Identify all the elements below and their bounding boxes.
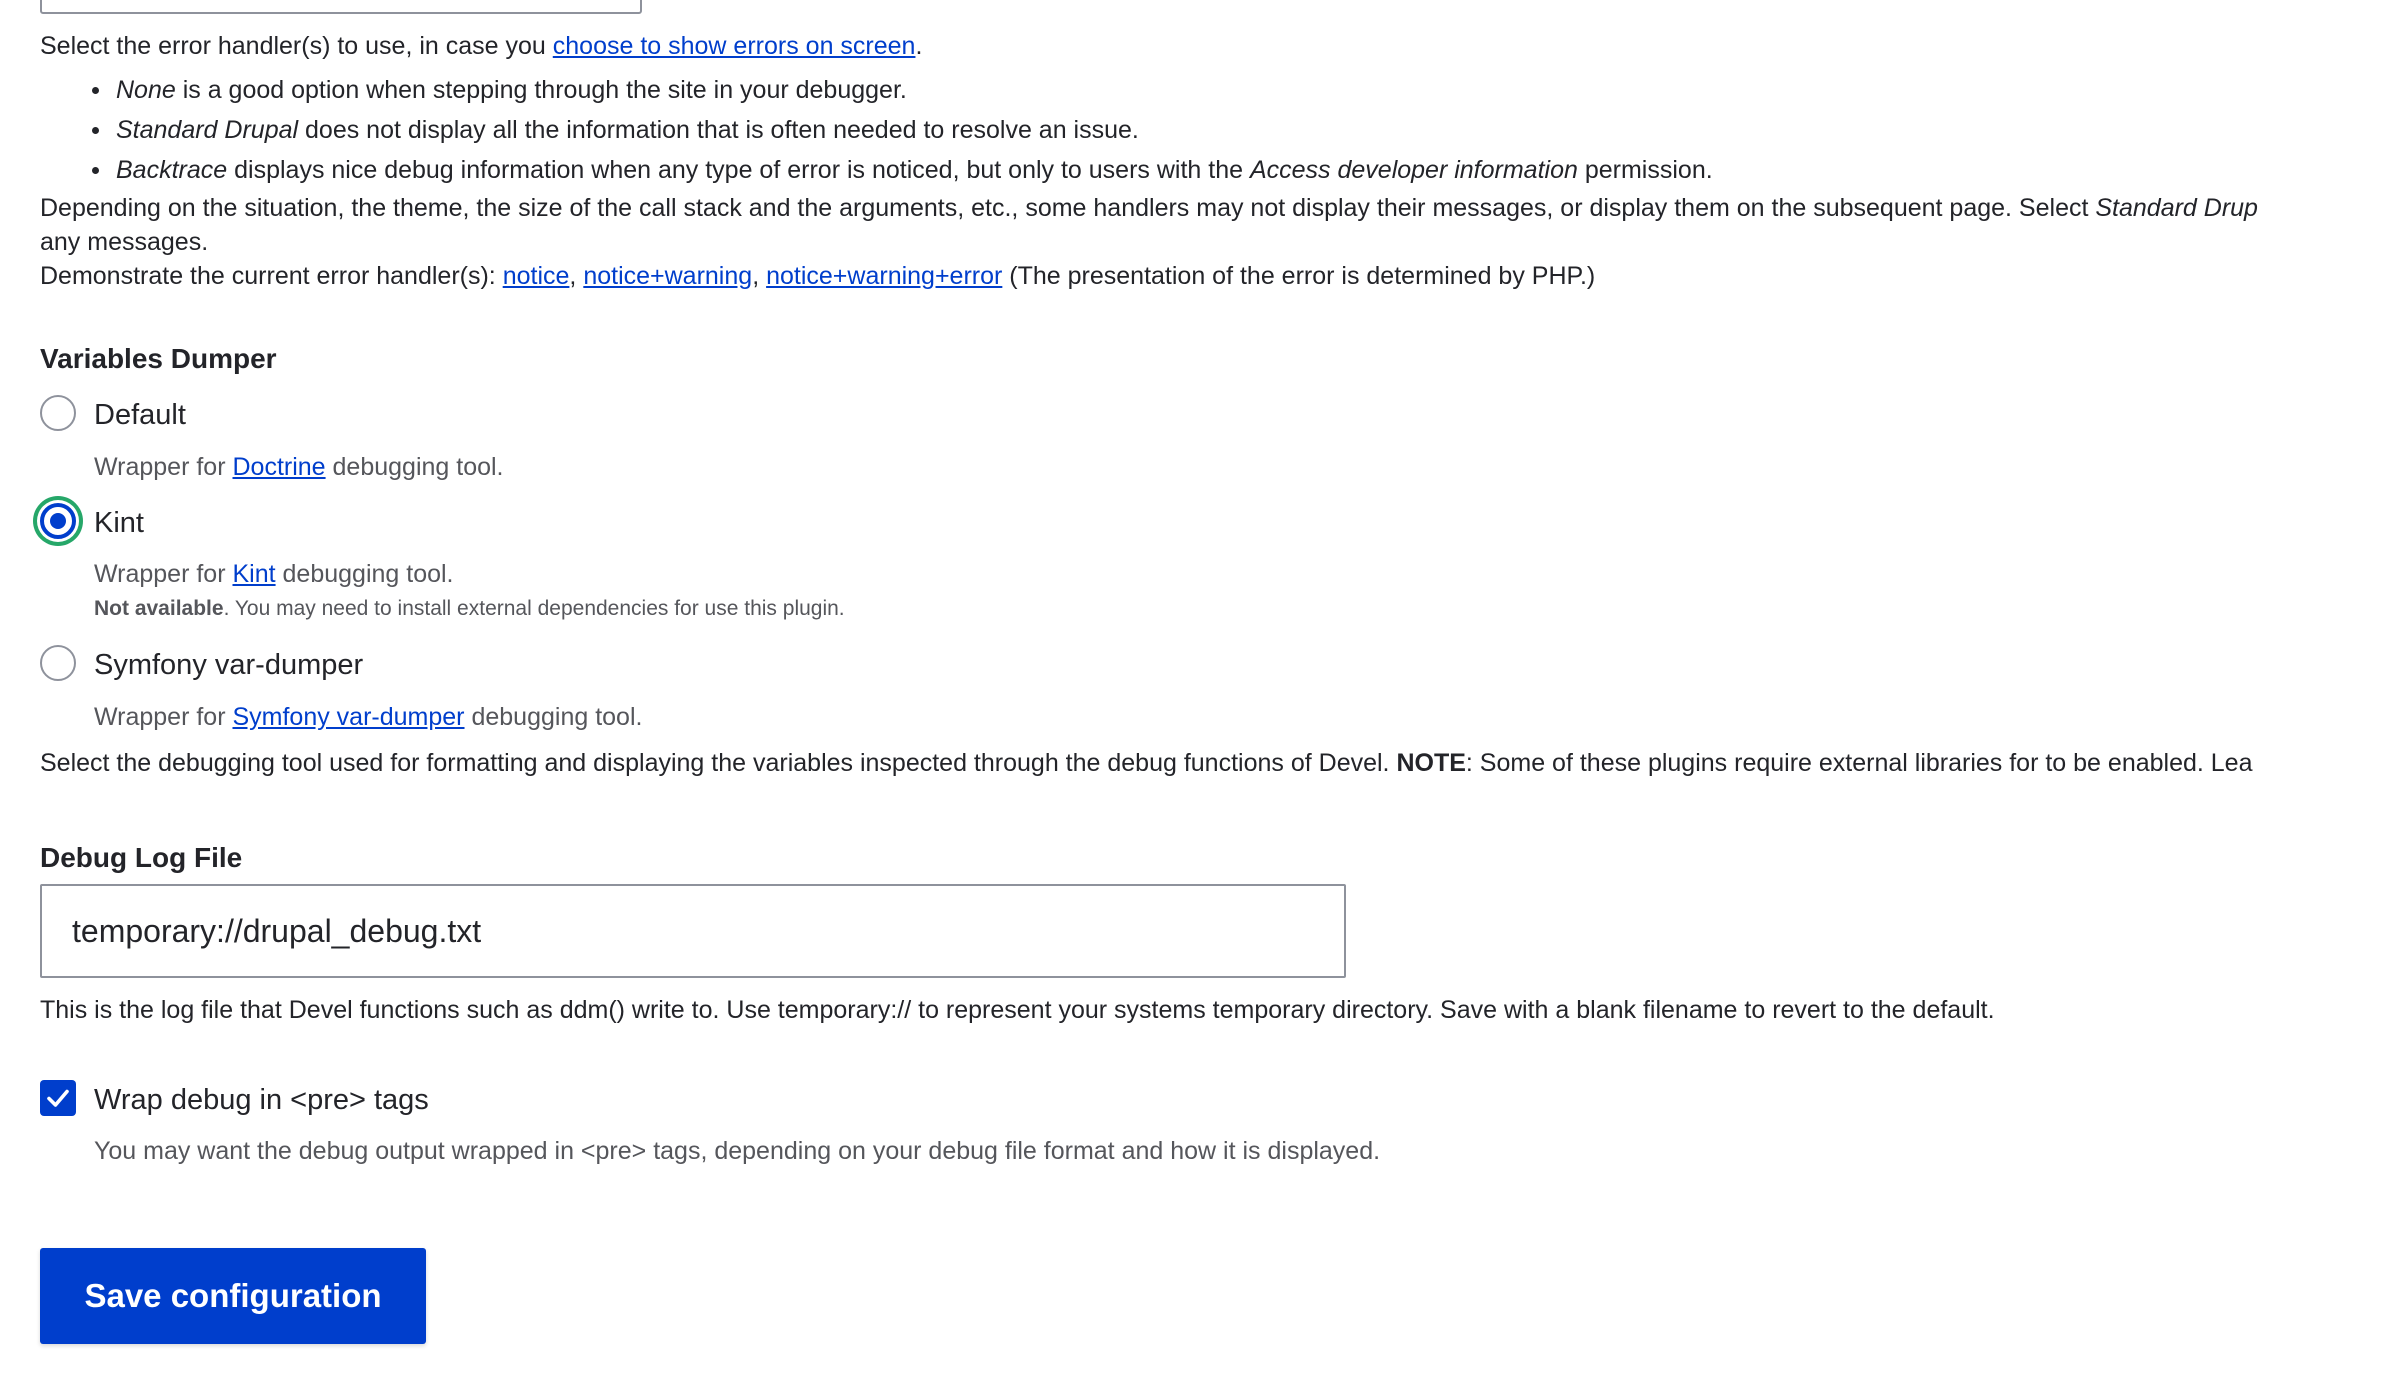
wrap-pre-checkbox[interactable] (40, 1080, 76, 1116)
symfony-description: Wrapper for Symfony var-dumper debugging tool. (94, 703, 643, 731)
error-handler-intro: Select the error handler(s) to use, in case you choose to show errors on screen. (40, 32, 923, 60)
symfony-var-dumper-link[interactable]: Symfony var-dumper (232, 703, 465, 731)
demo-handlers-text: Demonstrate the current error handler(s): notice, notice+warning, notice+warning+error (The presentation of the error is determined by PHP.) (40, 262, 1596, 290)
radio-default-label[interactable]: Default (94, 399, 186, 431)
wrap-pre-help: You may want the debug output wrapped in <pre> tags, depending on your debug file format and how it is displayed. (94, 1137, 1381, 1165)
show-errors-link[interactable]: choose to show errors on screen (552, 32, 916, 60)
debug-log-file-input[interactable] (40, 884, 1346, 978)
demo-notice-link[interactable]: notice (502, 262, 570, 290)
save-configuration-button[interactable]: Save configuration (40, 1248, 426, 1344)
demo-notice-warning-link[interactable]: notice+warning (583, 262, 753, 290)
error-handlers-select[interactable] (40, 0, 642, 14)
kint-description: Wrapper for Kint debugging tool. (94, 560, 454, 588)
wrap-pre-label[interactable]: Wrap debug in <pre> tags (94, 1084, 429, 1116)
situation-text: Depending on the situation, the theme, the size of the call stack and the arguments, etc., some handlers may not display their messages, or display them on the subsequent page. Select Standard Drup (40, 194, 2258, 222)
radio-kint[interactable] (40, 503, 76, 539)
debug-log-heading: Debug Log File (40, 842, 243, 873)
list-item: None is a good option when stepping through the site in your debugger. (80, 70, 1713, 110)
radio-kint-label[interactable]: Kint (94, 507, 144, 539)
default-description: Wrapper for Doctrine debugging tool. (94, 453, 504, 481)
radio-symfony-var-dumper-label[interactable]: Symfony var-dumper (94, 649, 364, 681)
variables-dumper-heading: Variables Dumper (40, 343, 277, 374)
kint-not-available-note: Not available. You may need to install external dependencies for use this plugin. (94, 597, 845, 620)
kint-link[interactable]: Kint (232, 560, 276, 588)
radio-default[interactable] (40, 395, 76, 431)
error-handler-list (80, 70, 1713, 190)
list-item: Standard Drupal does not display all the information that is often needed to resolve an issue. (80, 110, 1713, 150)
demo-notice-warning-error-link[interactable]: notice+warning+error (766, 262, 1003, 290)
list-item: Backtrace displays nice debug information when any type of error is noticed, but only to users with the Access developer information permission. (80, 150, 1713, 190)
situation-text-cont: any messages. (40, 228, 209, 256)
variables-dumper-help: Select the debugging tool used for formatting and displaying the variables inspected through the debug functions of Devel. NOTE: Some of these plugins require external libraries for to be enabled. Lea (40, 749, 2253, 777)
debug-log-help: This is the log file that Devel functions such as ddm() write to. Use temporary:// to represent your systems temporary directory. Save with a blank filename to revert to the default. (40, 996, 1995, 1024)
radio-symfony-var-dumper[interactable] (40, 645, 76, 681)
checkmark-icon (46, 1086, 70, 1110)
doctrine-link[interactable]: Doctrine (232, 453, 326, 481)
